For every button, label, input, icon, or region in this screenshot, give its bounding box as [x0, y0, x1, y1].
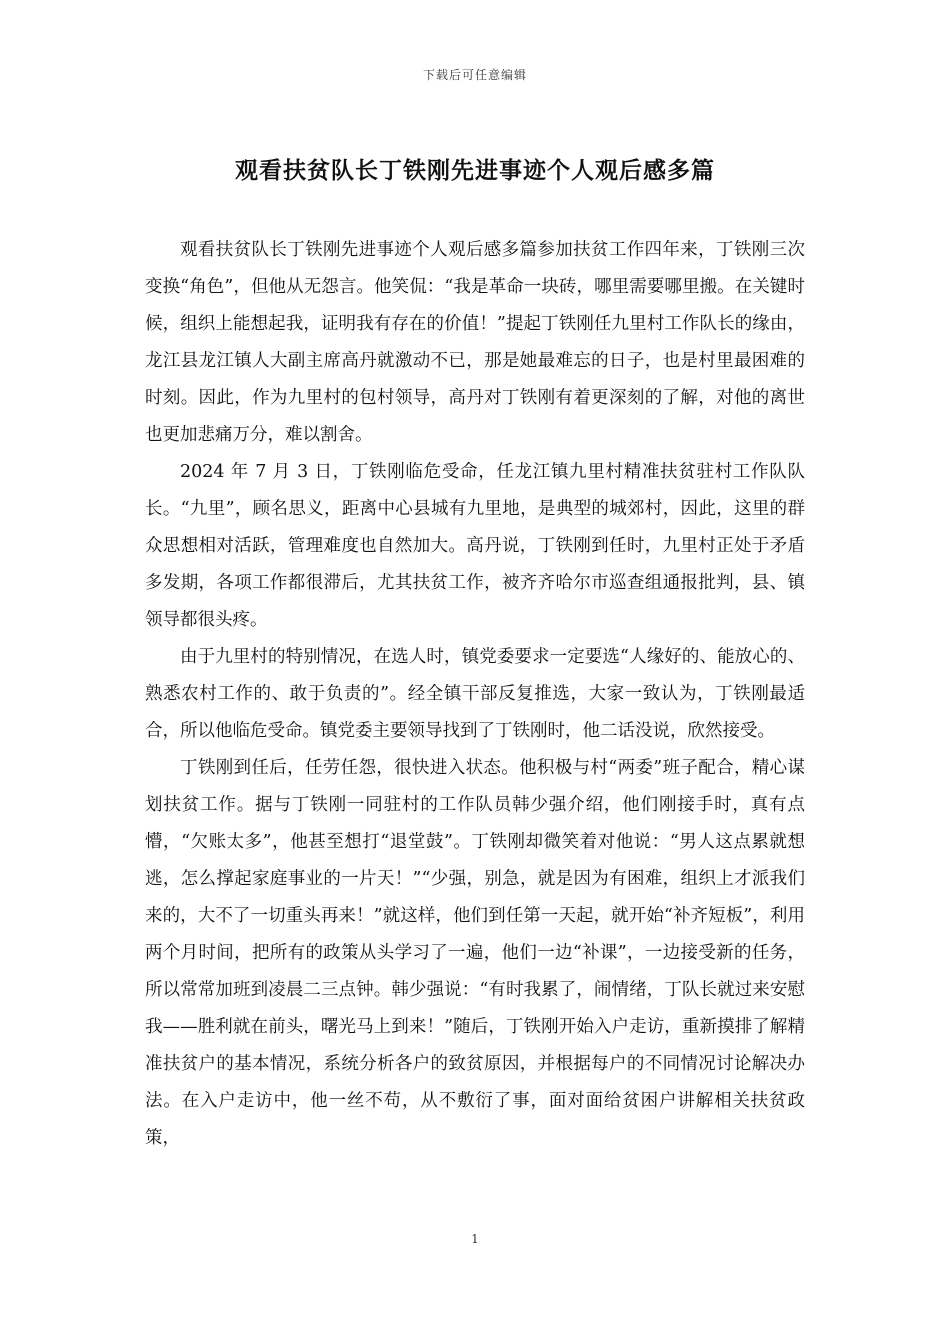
paragraph: 由于九里村的特别情况，在选人时，镇党委要求一定要选“人缘好的、能放心的、熟悉农村工作的、敢于负责的”。经全镇干部反复推选，大家一致认为，丁铁刚最适合，所以他临危受命。镇党委主要领导找到了丁铁刚时，他二话没说，欣然接受。	[145, 647, 805, 741]
paragraph: 观看扶贫队长丁铁刚先进事迹个人观后感多篇参加扶贫工作四年来，丁铁刚三次变换“角色”，但他从无怨言。他笑侃：“我是革命一块砖，哪里需要哪里搬。在关键时候，组织上能想起我，证明我有存在的价值！”提起丁铁刚任九里村工作队长的缘由，龙江县龙江镇人大副主席高丹就激动不已，那是她最难忘的日子，也是村里最困难的时刻。因此，作为九里村的包村领导，高丹对丁铁刚有着更深刻的了解，对他的离世也更加悲痛万分，难以割舍。	[145, 240, 805, 445]
paragraph: 2024 年 7 月 3 日，丁铁刚临危受命，任龙江镇九里村精准扶贫驻村工作队队长。“九里”，顾名思义，距离中心县城有九里地，是典型的城郊村，因此，这里的群众思想相对活跃，管理难度也自然加大。高丹说，丁铁刚到任时，九里村正处于矛盾多发期，各项工作都很滞后，尤其扶贫工作，被齐齐哈尔市巡查组通报批判，县、镇领导都很头疼。	[145, 462, 805, 630]
page-number: 1	[471, 1232, 479, 1246]
document-title: 观看扶贫队长丁铁刚先进事迹个人观后感多篇	[235, 157, 715, 184]
paragraph: 丁铁刚到任后，任劳任怨，很快进入状态。他积极与村“两委”班子配合，精心谋划扶贫工作。据与丁铁刚一同驻村的工作队员韩少强介绍，他们刚接手时，真有点懵，“欠账太多”，他甚至想打“退堂鼓”。丁铁刚却微笑着对他说：“男人这点累就想逃，怎么撑起家庭事业的一片天！”“少强，别急，就是因为有困难，组织上才派我们来的，大不了一切重头再来！”就这样，他们到任第一天起，就开始“补齐短板”，利用两个月时间，把所有的政策从头学习了一遍，他们一边“补课”，一边接受新的任务，所以常常加班到凌晨二三点钟。韩少强说：“有时我累了，闹情绪，丁队长就过来安慰我——胜利就在前头，曙光马上到来！”随后，丁铁刚开始入户走访，重新摸排了解精准扶贫户的基本情况，系统分析各户的致贫原因，并根据每户的不同情况讨论解决办法。在入户走访中，他一丝不苟，从不敷衍了事，面对面给贫困户讲解相关扶贫政策，	[145, 758, 805, 1148]
document-body	[145, 232, 805, 1157]
header-note: 下载后可任意编辑	[422, 68, 527, 82]
